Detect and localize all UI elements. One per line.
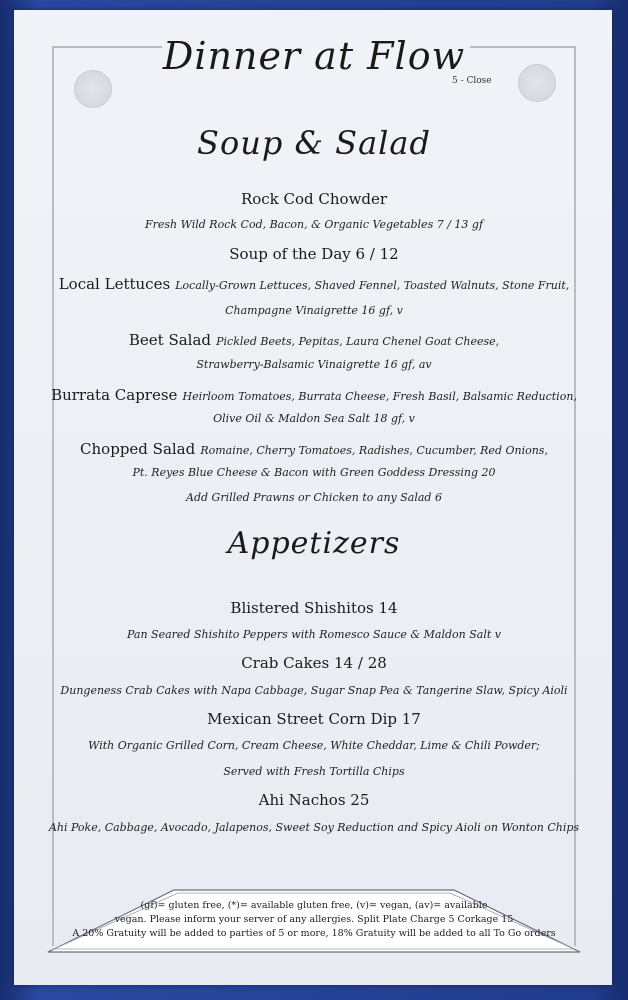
item-rock-cod-chowder-desc: Fresh Wild Rock Cod, Bacon, & Organic Vegetables 7 / 13 gf: [144, 218, 484, 231]
item-local-lettuces-name: Local Lettuces: [58, 275, 171, 293]
item-burrata-caprese: [30, 385, 598, 404]
section-heading-soup-salad: Soup & Salad: [197, 124, 431, 162]
item-chopped-salad-desc: Romaine, Cherry Tomatoes, Radishes, Cucumber, Red Onions,: [200, 444, 548, 457]
item-ahi-nachos: Ahi Nachos 25: [258, 791, 370, 809]
item-soup-of-the-day: Soup of the Day 6 / 12: [229, 245, 399, 263]
item-local-lettuces: [30, 274, 598, 293]
item-ahi-nachos-desc: Ahi Poke, Cabbage, Avocado, Jalapenos, Sweet Soy Reduction and Spicy Aioli on Wonton Chips: [48, 821, 580, 834]
item-beet-salad: [30, 330, 598, 349]
footer-line-1: (gf)= gluten free, (*)= available gluten free, (v)= vegan, (av)= available: [140, 900, 488, 911]
item-rock-cod-chowder: Rock Cod Chowder: [240, 190, 388, 208]
footer-line-2: vegan. Please inform your server of any allergies. Split Plate Charge 5 Corkage 15: [114, 914, 514, 925]
item-burrata-caprese-desc: Heirloom Tomatoes, Burrata Cheese, Fresh Basil, Balsamic Reduction,: [182, 390, 577, 403]
menu-title: Dinner at Flow: [162, 34, 466, 78]
item-mexican-street-corn-dip-desc: With Organic Grilled Corn, Cream Cheese, White Cheddar, Lime & Chili Powder;: [88, 739, 540, 752]
item-beet-salad-name: Beet Salad: [128, 331, 212, 349]
item-beet-salad-desc: Pickled Beets, Pepitas, Laura Chenel Goat Cheese,: [216, 335, 500, 348]
item-chopped-salad-desc-2: Pt. Reyes Blue Cheese & Bacon with Green Goddess Dressing 20: [132, 466, 496, 479]
item-chopped-salad-name: Chopped Salad: [80, 440, 196, 458]
item-burrata-caprese-desc-2: Olive Oil & Maldon Sea Salt 18 gf, v: [213, 412, 415, 425]
footer-line-3: A 20% Gratuity will be added to parties of 5 or more, 18% Gratuity will be added to all To Go orders: [72, 928, 556, 939]
salad-addon-note: Add Grilled Prawns or Chicken to any Salad 6: [186, 491, 442, 504]
item-beet-salad-desc-2: Strawberry-Balsamic Vinaigrette 16 gf, av: [196, 358, 432, 371]
item-crab-cakes-desc: Dungeness Crab Cakes with Napa Cabbage, Sugar Snap Pea & Tangerine Slaw, Spicy Aioli: [60, 684, 568, 697]
section-heading-appetizers: Appetizers: [227, 526, 401, 561]
item-burrata-caprese-name: Burrata Caprese: [51, 386, 178, 404]
item-crab-cakes: Crab Cakes 14 / 28: [241, 654, 387, 672]
item-mexican-street-corn-dip-desc-2: Served with Fresh Tortilla Chips: [223, 765, 405, 778]
footer-notice: [44, 888, 584, 954]
item-local-lettuces-desc: Locally-Grown Lettuces, Shaved Fennel, Toasted Walnuts, Stone Fruit,: [175, 279, 570, 292]
item-blistered-shishitos: Blistered Shishitos 14: [230, 599, 398, 617]
item-blistered-shishitos-desc: Pan Seared Shishito Peppers with Romesco Sauce & Maldon Salt v: [127, 628, 501, 641]
hours-label: 5 - Close: [452, 76, 492, 86]
item-mexican-street-corn-dip: Mexican Street Corn Dip 17: [207, 710, 421, 728]
item-chopped-salad: [30, 439, 598, 458]
item-local-lettuces-desc-2: Champagne Vinaigrette 16 gf, v: [225, 304, 403, 317]
